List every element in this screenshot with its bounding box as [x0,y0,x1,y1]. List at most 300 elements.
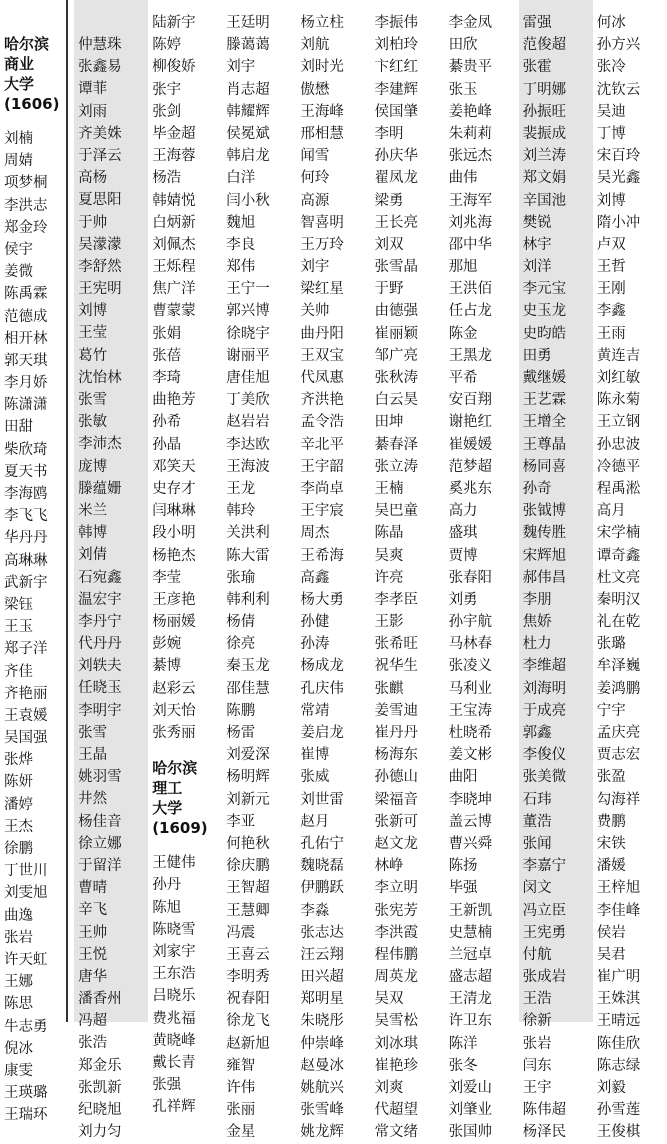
student-name: 王宪勇 [522,924,567,941]
student-name: 刘雨 [78,103,108,120]
student-name: 杨海东 [374,747,418,764]
student-name: 程禹淞 [596,480,641,497]
student-name: 关帅 [300,303,330,320]
student-name: 宋学楠 [596,525,641,542]
student-name: 温宏宇 [78,591,122,608]
student-name: 孙希 [152,414,182,431]
student-name: 杨丽媛 [152,614,196,631]
student-name: 王增全 [522,414,567,431]
student-name: 许亮 [374,569,404,586]
student-name: 王娜 [4,974,33,991]
student-name: 陈大雷 [226,547,270,564]
student-name: 张立涛 [374,458,418,475]
student-name: 孙丹 [152,877,182,894]
student-name: 沈怡林 [78,369,122,386]
student-name: 曲丹阳 [300,325,344,342]
student-name: 兰冠卓 [448,946,493,963]
student-name: 吕晓乐 [152,988,196,1005]
student-name: 杨泽民 [522,1124,567,1141]
student-name: 孙奇 [522,480,552,497]
student-name: 孙雪莲 [596,1102,641,1119]
student-name: 盖云博 [448,813,493,830]
student-name: 刘宇 [226,59,256,76]
student-name: 史存才 [152,480,196,497]
student-name: 孟令浩 [300,414,344,431]
student-name: 刘时光 [300,59,344,76]
student-name: 赵月 [300,813,330,830]
student-name: 侯岩 [596,924,626,941]
student-name: 徐龙飞 [226,1013,270,1030]
student-name: 曲艳芳 [152,392,196,409]
student-name: 刘航 [300,37,330,54]
student-name: 姜启龙 [300,725,344,741]
student-name: 张岩 [522,1035,552,1052]
student-name: 平希 [448,370,478,386]
student-name: 杨明辉 [226,769,270,786]
student-name: 汪云翔 [300,946,344,963]
student-name: 孔祥辉 [152,1099,196,1116]
student-name: 曲逸 [4,907,33,924]
student-name: 刘爱山 [448,1080,493,1096]
student-name: 张雪峰 [300,1102,344,1119]
student-name: 张盈 [596,769,626,786]
student-name: 范德成 [4,308,48,325]
student-name: 刘洋 [522,259,552,276]
student-name: 李嘉宁 [522,858,567,875]
student-name: 丁明娜 [522,81,567,98]
student-name: 白云昊 [374,392,418,409]
student-name: 贾博 [448,547,478,564]
student-name: 闫琳琳 [152,503,196,520]
student-name: 纪晓旭 [78,1102,122,1118]
student-name: 曹晴 [78,880,108,897]
student-name: 侯宇 [4,241,33,258]
student-name: 丁美欣 [226,392,270,409]
student-name: 史昀皓 [522,325,567,342]
student-name: 杨成龙 [300,658,344,675]
student-name: 王慧卿 [226,902,270,919]
student-name: 谭菲 [78,81,108,98]
name-column [148,0,222,1116]
student-name: 王艺霖 [522,392,567,409]
student-name: 刘家宇 [152,943,196,960]
student-name: 杨同喜 [522,458,567,475]
student-name: 张玉 [448,81,478,98]
student-name: 宋铁 [596,835,626,852]
student-name: 王浩 [522,991,552,1008]
student-name: 王袁媛 [4,707,48,724]
student-name: 费兆福 [152,1010,196,1027]
student-name: 徐立娜 [78,835,122,852]
student-name: 李莹 [152,569,182,586]
student-name: 张美微 [522,769,567,786]
student-name: 毕强 [448,880,478,897]
student-name: 刘柏玲 [374,37,418,54]
column-divider [66,0,68,1022]
student-name: 王梓旭 [596,880,641,897]
student-name: 牛志勇 [4,1018,48,1035]
student-name: 刘博 [596,192,626,209]
student-name: 高源 [300,192,330,209]
student-name: 梁红星 [300,281,344,298]
student-name: 王双宝 [300,347,344,364]
student-name: 李明 [374,125,404,142]
student-name: 代凤惠 [300,370,344,386]
student-name: 崔艳珍 [374,1057,418,1074]
name-column [0,0,74,1124]
student-name: 孙宇航 [448,614,493,631]
student-name: 韩婧悦 [152,192,196,209]
student-name: 石宛鑫 [78,569,122,586]
student-name: 孔佑宁 [300,835,344,852]
student-name: 孔庆伟 [300,680,344,697]
student-name: 张新可 [374,813,418,830]
student-name: 王智超 [226,880,270,897]
student-name: 陈思 [4,996,33,1013]
student-name: 王龙 [226,480,256,497]
student-name: 付航 [522,946,552,963]
student-name: 张春阳 [448,569,493,586]
student-name: 李丹宁 [78,613,122,630]
university-heading-line: 大学 [152,799,183,818]
student-name: 曹兴舜 [448,835,493,852]
student-name: 王洪佰 [448,281,493,298]
student-name: 于成亮 [522,702,567,719]
name-column [519,0,593,1141]
student-name: 曹蒙蒙 [152,303,196,320]
student-name: 李俊仪 [522,747,567,764]
student-name: 李朋 [522,591,552,608]
student-name: 王宝涛 [448,702,493,719]
student-name: 吴巴童 [374,503,418,520]
name-column [296,0,370,1141]
student-name: 王海军 [448,192,493,209]
student-name: 刘毅 [596,1080,626,1096]
student-name: 金星 [226,1124,256,1141]
student-name: 韩玲 [226,503,256,520]
student-name: 米兰 [78,502,108,519]
student-name: 杨雷 [226,725,256,741]
student-name: 杜力 [522,636,552,653]
student-name: 王宇韶 [300,458,344,475]
student-name: 陈禹霖 [4,286,48,303]
student-name: 刘爽 [374,1080,404,1096]
student-name: 那旭 [448,259,478,276]
student-name: 祝华生 [374,658,418,675]
student-name: 王影 [374,614,404,631]
student-name: 石玮 [522,791,552,808]
student-name: 陈伟超 [522,1102,567,1119]
student-name: 陈婷 [152,37,182,54]
student-name: 魏旭 [226,214,256,231]
student-name: 高鑫 [300,569,330,586]
student-name: 王彦艳 [152,591,196,608]
student-name: 王帅 [78,924,108,941]
student-name: 王喜云 [226,946,270,963]
student-name: 郑金玲 [4,219,48,236]
student-name: 陈旭 [152,899,182,916]
student-name: 吴迪 [596,103,626,120]
student-name: 张成岩 [522,969,567,986]
student-name: 李振伟 [374,15,418,31]
student-name: 范俊超 [522,37,567,54]
student-name: 张麒 [374,680,404,697]
student-name: 张志达 [300,924,344,941]
student-name: 王莹 [78,325,108,342]
student-name: 姚羽雪 [78,769,122,786]
student-name: 郑金乐 [78,1057,122,1074]
student-name: 高琳琳 [4,552,48,569]
student-name: 郑文娟 [522,170,567,187]
student-name: 郝伟昌 [522,569,567,586]
student-name: 王新凯 [448,902,493,919]
student-name: 张凯新 [78,1079,122,1096]
student-name: 王雨 [596,325,626,342]
student-name: 刘佩杰 [152,236,196,253]
student-name: 辛北平 [300,436,344,453]
heading-spacer [152,838,222,852]
student-name: 相开林 [4,330,48,347]
student-name: 李亚 [226,813,256,830]
student-name: 吴君 [596,946,626,963]
student-name: 林宇 [522,236,552,253]
student-name: 陈志绿 [596,1057,641,1074]
name-column [445,0,519,1141]
name-column [222,0,296,1141]
student-name: 王哲 [596,259,626,276]
student-name: 王宁一 [226,281,270,298]
student-name: 刘双 [374,236,404,253]
student-name: 智喜明 [300,214,344,231]
student-name: 焦娇 [522,614,552,631]
student-name: 宋辉旭 [522,547,567,564]
student-name: 潘媛 [596,858,626,875]
student-name: 王清龙 [448,991,493,1008]
student-name: 丁世川 [4,863,48,880]
student-name: 何玲 [300,170,330,187]
student-name: 王宇 [522,1080,552,1096]
student-name: 孙庆华 [374,148,418,165]
student-name: 辛国池 [522,192,567,209]
student-name: 周英龙 [374,969,418,986]
student-name: 傲懋 [300,81,330,98]
student-name: 于泽云 [78,147,122,164]
student-name: 闵文 [522,880,552,897]
student-name: 王姝淇 [596,991,641,1008]
student-name: 裴振成 [522,125,567,142]
student-name: 姜鸿鹏 [596,680,641,697]
student-name: 雷强 [522,15,552,31]
student-name: 张钺博 [522,503,567,520]
student-name: 崔媛媛 [448,436,493,453]
student-name: 周杰 [300,525,330,542]
student-name: 刘冰琪 [374,1035,418,1052]
student-name: 姜微 [4,264,33,281]
student-name: 王立钢 [596,414,641,431]
student-name: 任占龙 [448,303,493,320]
student-name: 王海峰 [300,103,344,120]
student-name: 孙德山 [374,769,418,786]
student-name: 刘轶夫 [78,658,122,675]
student-name: 徐庆鹏 [226,858,270,875]
student-name: 许天虹 [4,951,48,968]
student-name: 张冷 [596,59,626,76]
student-name: 陈妍 [4,774,33,791]
student-name: 董浩 [522,813,552,830]
student-name: 夏天书 [4,463,48,480]
student-name: 李淼 [300,902,330,919]
student-name: 何冰 [596,15,626,31]
student-name: 姜艳峰 [448,103,493,120]
student-name: 王希海 [300,547,344,564]
student-name: 杨立柱 [300,15,344,31]
student-name: 彭婉 [152,636,182,653]
student-name: 贾志宏 [596,747,641,764]
student-name: 李晓坤 [448,791,493,808]
student-name: 滕蔼蔼 [226,37,270,54]
student-name: 张雪 [78,392,108,408]
student-name: 王黑龙 [448,347,493,364]
student-name: 沈钦云 [596,81,641,98]
student-name: 王晶 [78,747,108,763]
student-name: 许卫东 [448,1013,493,1030]
student-name: 张冬 [448,1057,478,1074]
university-heading-line: (1606) [4,95,60,113]
student-name: 刘倩 [78,547,108,564]
student-name: 辛飞 [78,902,108,919]
student-name: 刘兰涛 [522,148,567,165]
student-name: 孙方兴 [596,37,641,54]
student-name: 张秋涛 [374,370,418,386]
student-name: 冯立臣 [522,902,567,919]
student-name: 梁福音 [374,791,418,808]
student-name: 翟凤龙 [374,170,418,187]
student-name: 谭奇鑫 [596,547,641,564]
student-name: 韩利利 [226,591,270,608]
student-name: 崔丽颖 [374,325,418,342]
student-name: 常文绪 [374,1124,418,1141]
student-name: 王楠 [374,480,404,497]
student-name: 卞红红 [374,59,418,76]
student-name: 刘博 [78,303,108,320]
student-name: 任晓玉 [78,680,122,697]
student-name: 段小明 [152,525,196,542]
student-name: 柴欣琦 [4,441,48,458]
student-name: 由德强 [374,303,418,320]
student-name: 张强 [152,1077,182,1094]
student-name: 冯超 [78,1013,108,1030]
student-name: 邵佳慧 [226,680,270,697]
student-name: 倪冰 [4,1040,33,1057]
student-name: 齐佳 [4,663,33,680]
student-name: 许伟 [226,1080,256,1096]
student-name: 盛琪 [448,525,478,542]
student-name: 徐新 [522,1013,552,1030]
student-name: 朱莉莉 [448,125,493,142]
student-name: 杨大勇 [300,591,344,608]
student-name: 王宇宸 [300,503,344,520]
student-name: 王海波 [226,458,270,475]
student-name: 张威 [300,769,330,786]
student-name: 杨浩 [152,170,182,187]
student-name: 常靖 [300,702,330,719]
student-name: 张璐 [596,636,626,653]
student-name: 韩启龙 [226,148,270,165]
student-name: 丁博 [596,125,626,142]
student-name: 杜晓希 [448,725,493,741]
student-name: 李月娇 [4,375,48,392]
student-name: 张岩 [4,929,33,946]
student-name: 邵中华 [448,236,493,253]
student-name: 崔博 [300,747,330,764]
student-name: 张浩 [78,1035,108,1052]
student-name: 李琦 [152,370,182,386]
student-name: 高力 [448,503,478,520]
student-name: 赵文龙 [374,835,418,852]
student-name: 李舒然 [78,258,122,275]
student-name: 陈佳欣 [596,1035,641,1052]
student-name: 何艳秋 [226,835,270,852]
student-name: 秦明汉 [596,591,641,608]
student-name: 张希旺 [374,636,418,653]
student-name: 王瑞环 [4,1107,48,1124]
student-name: 史玉龙 [522,303,567,320]
student-name: 刘宇 [300,259,330,276]
student-name: 陈潇潇 [4,397,48,414]
student-name: 王俊棋 [596,1124,641,1141]
student-name: 李达欧 [226,436,270,453]
student-name: 陈晶 [374,525,404,542]
student-name: 项梦桐 [4,175,48,192]
student-name: 白洋 [226,170,256,187]
university-heading-line: (1609) [152,819,208,838]
student-name: 仲崇峰 [300,1035,344,1052]
student-name: 于帅 [78,214,108,231]
student-name: 王海蓉 [152,148,196,165]
student-name: 盛志超 [448,969,493,986]
student-name: 姚航兴 [300,1080,344,1096]
student-name: 王廷明 [226,15,270,31]
student-name: 黄连吉 [596,347,641,364]
student-name: 张宇 [152,81,182,98]
student-name: 刘肇业 [448,1102,493,1119]
student-name: 王杰 [4,818,33,835]
student-name: 邢相慧 [300,125,344,142]
student-name: 綦博 [152,658,182,675]
student-name: 王悦 [78,946,108,963]
name-column [370,0,444,1141]
student-name: 魏传胜 [522,525,567,542]
university-heading [4,34,74,114]
student-name: 张敏 [78,414,108,431]
student-name: 陈鹏 [226,702,256,719]
student-name: 齐洪艳 [300,392,344,409]
student-name: 李维超 [522,658,567,675]
student-name: 陈扬 [448,858,478,875]
student-name: 张蓓 [152,347,182,364]
student-name: 华丹丹 [4,530,48,547]
name-column [74,0,148,1141]
student-name: 王东浩 [152,966,196,983]
student-name: 雍智 [226,1057,256,1074]
student-name: 王万玲 [300,236,344,253]
student-name: 魏晓磊 [300,858,344,875]
student-name: 邹广亮 [374,347,418,364]
student-name: 高杨 [78,170,108,187]
student-name: 赵岩岩 [226,414,270,431]
student-name: 刘兆海 [448,214,493,231]
student-name: 勾海祥 [596,791,641,808]
